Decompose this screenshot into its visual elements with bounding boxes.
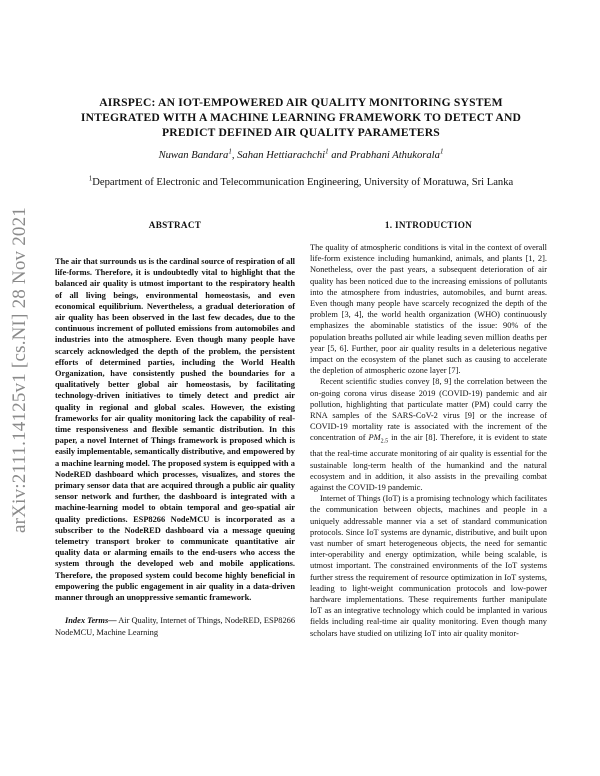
intro-paragraph-1: The quality of atmospheric conditions is vital in the context of overall life-form existence including humankind, animals, and plants [1, 2]. Nonetheless, over the past years, a subsequent deterioration of air quality has been noticed due to the increasing emissions of pollutants into the atmosphere from industries, automobiles, and burnt areas. Even though many people have scarcely recognized the depth of the problem [3, 4], the world health organization (WHO) continuously emphasizes the abominable statistics of the issue: 90% of the population breaths polluted air while leading seven million deaths per year [5, 6]. Further, poor air quality results in a deleterious negative impact on the ecosystem of the planet such as causing to accelerate the depletion of atmospheric ozone layer [7]. [310,243,547,376]
intro-paragraph-2-part-b: in the air [8]. Therefore, it is evident to state that the real-time accurate monitoring of air quality is essential for the sustainable long-term health of the humankind and the natural ecosystem and in addition, it also assists in the prevailing combat against the COVID-19 pandemic. [310,433,547,492]
abstract-text: The air that surrounds us is the cardinal source of respiration of all life-forms. Therefore, it is undoubtedly vital to highlight that the balanced air quality is utmost important to the respiratory health of all living beings, environmental homeostasis, and even economical equilibrium. Nevertheless, a gradual deterioration of air quality has been observed in the last few decades, due to the continuous increment of polluted emissions from automobiles and industries into the atmosphere. Even though many people have scarcely acknowledged the depth of the problem, the persistent efforts of determined parties, including the World Health Organization, have consistently pushed the boundaries for a qualitatively better global air homeostasis, by facilitating technology-driven initiatives to timely detect and predict air quality in regional and global scales. However, the existing frameworks for air quality monitoring lack the capability of real-time responsiveness and flexible semantic distribution. In this paper, a novel Internet of Things framework is proposed which is easily implementable, semantically distributive, and empowered by a machine learning model. The proposed system is equipped with a NodeRED dashboard which processes, visualizes, and stores the primary sensor data that are acquired through a public air quality sensor network and further, the dashboard is integrated with a machine-learning model to obtain temporal and geo-spatial air quality predictions. ESP8266 NodeMCU is incorporated as a subscriber to the NodeRED dashboard via a message queuing telemetry transport broker to communicate quantitative air quality data or alarming emails to the end-users who access the system through the developed web and mobile applications. Therefore, the proposed system could become highly beneficial in empowering the public engagement in air quality in a data-driven manner through an unoppressive semantic framework. [55,257,295,603]
author-affiliation-mark: 1 [228,147,232,156]
paper-title: AIRSPEC: AN IOT-EMPOWERED AIR QUALITY MONITORING SYSTEM INTEGRATED WITH A MACHINE LEARNING FRAMEWORK TO DETECT AND PREDICT DEFINED AIR QUALITY PARAMETERS [80,96,522,139]
affiliation-text: Department of Electronic and Telecommunication Engineering, University of Moratuwa, Sri Lanka [92,177,514,188]
pm-subscript: 2.5 [380,439,389,446]
left-column [55,220,295,638]
intro-paragraph-2-part-a: Recent scientific studies convey [8, 9] the correlation between the on-going corona virus disease 2019 (COVID-19) pandemic and air pollution, highlighting that particulate matter (PM) could carry the RNA samples of the SARS-CoV-2 virus [9] or the increase of COVID-19 mortality rate is associated with the increment of the concentration of [310,377,547,443]
author-list [60,147,542,161]
intro-paragraph-3: Internet of Things (IoT) is a promising technology which facilitates the communication between objects, machines and people in a uniquely addressable manner via a set of standard communication protocols. Since IoT systems are dynamic, distributive, and built upon vast number of smart heterogeneous objects, the need for semantic inter-operability and energy optimization, while being scalable, is utmost important. The constrained environments of the IoT systems further stress the requirement of resource optimization in IoT systems, leading to light-weight communication protocols and low-power hardware implementations. These requirements further manipulate IoT as an integrative technology which could be implanted in various fields including real-time air quality monitoring. Even though many scholars have studied on utilizing IoT into air quality monitor- [310,494,547,638]
right-column [310,220,547,639]
index-terms-text: Air Quality, Internet of Things, NodeRED, ESP8266 NodeMCU, Machine Learning [55,616,296,637]
arxiv-identifier [8,150,32,590]
affiliation-mark: 1 [88,174,93,183]
author-name: Sahan Hettiarachchi [237,150,326,161]
pm-symbol: PM [368,433,381,443]
arxiv-identifier-text: arXiv:2111.14125v1 [cs.NI] 28 Nov 2021 [9,207,31,533]
intro-paragraph-2 [310,376,547,493]
author-affiliation-mark: 1 [439,147,444,156]
author-affiliation-mark: 1 [325,147,329,156]
author-name: Prabhani Athukorala [349,150,440,161]
affiliation [40,174,562,188]
introduction-heading: 1. INTRODUCTION [384,220,473,230]
author-separator: and [328,150,350,161]
abstract-heading: ABSTRACT [148,220,202,230]
author-name: Nuwan Bandara [158,150,229,161]
index-terms [55,615,295,637]
index-terms-label: Index Terms— [65,616,117,626]
author-separator: , [231,150,238,161]
